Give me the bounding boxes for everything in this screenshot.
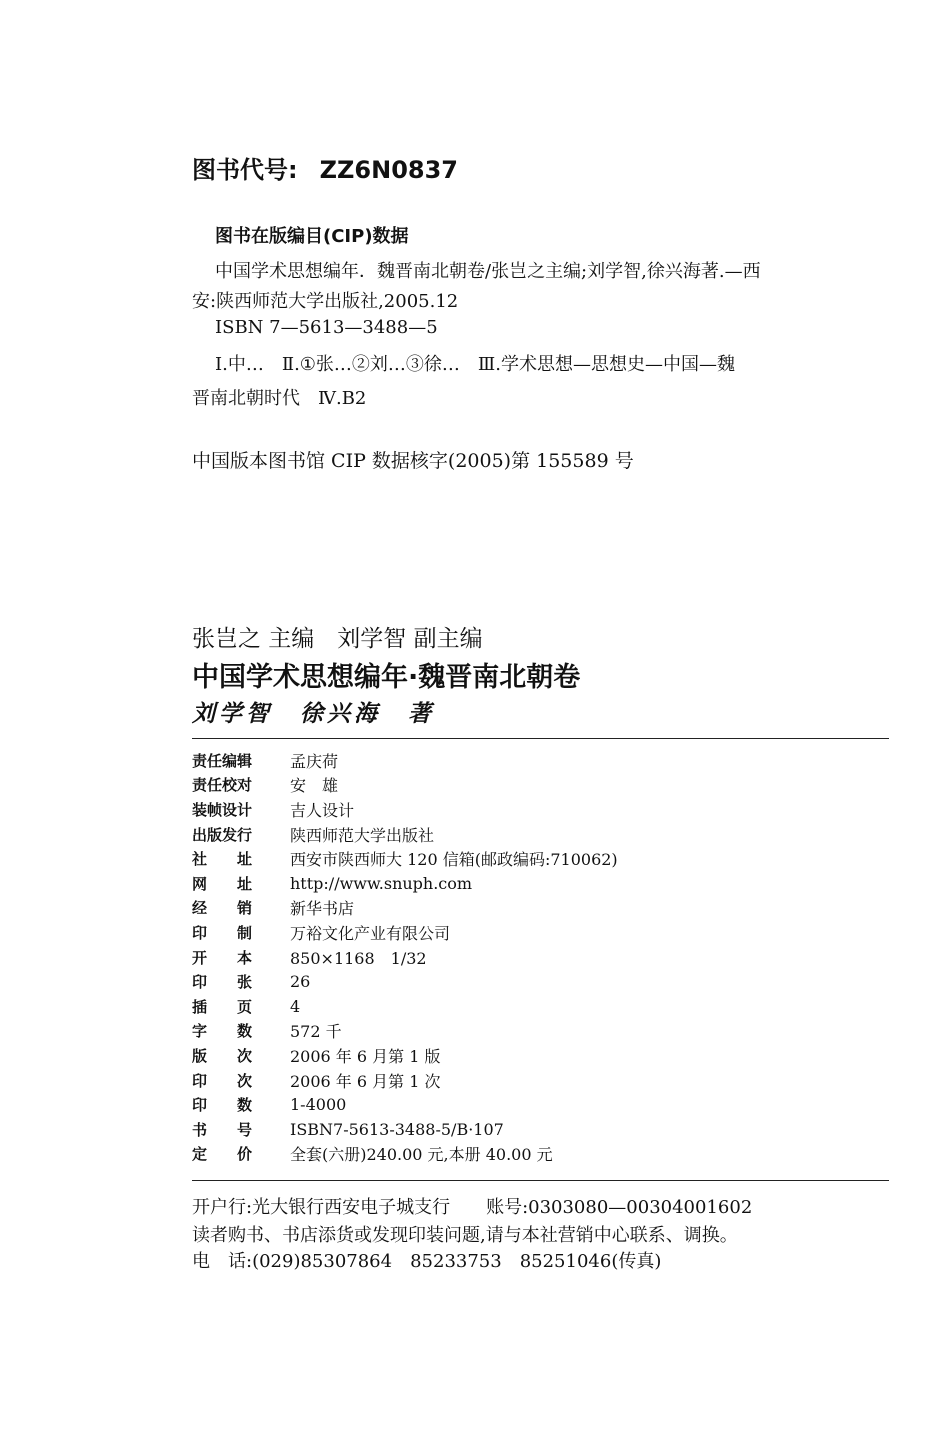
details-row: [192, 797, 889, 822]
cip-notice: 中国版本图书馆 CIP 数据核字(2005)第 155589 号: [192, 450, 634, 472]
editors-line: 张岂之 主编 刘学智 副主编: [192, 626, 483, 652]
details-value: 26: [290, 972, 311, 992]
details-row: [192, 1068, 889, 1093]
cip-line: Ⅰ.中… Ⅱ.①张…②刘…③徐… Ⅲ.学术思想—思想史—中国—魏: [215, 354, 736, 375]
cip-line: 晋南北朝时代 Ⅳ.B2: [192, 388, 367, 409]
details-row: [192, 945, 889, 970]
details-row: [192, 1019, 889, 1044]
details-label: 插 页: [192, 997, 253, 1016]
cip-line: 安:陕西师范大学出版社,2005.12: [192, 291, 459, 312]
details-value: 572 千: [290, 1022, 342, 1042]
details-label: 定 价: [192, 1145, 253, 1164]
details-table: [192, 748, 889, 1166]
details-label: 出版发行: [192, 825, 253, 844]
details-label: 印 张: [192, 973, 253, 992]
details-row: [192, 920, 889, 945]
details-value: 1-4000: [290, 1095, 347, 1115]
details-row: [192, 994, 889, 1019]
details-value: 孟庆荷: [290, 751, 339, 771]
divider: [192, 738, 889, 739]
details-value: 陕西师范大学出版社: [290, 825, 435, 845]
details-value: 安 雄: [290, 776, 339, 796]
details-value: 全套(六册)240.00 元,本册 40.00 元: [290, 1145, 553, 1165]
cip-heading: 图书在版编目(CIP)数据: [215, 226, 409, 247]
details-label: 字 数: [192, 1022, 253, 1041]
details-label: 经 销: [192, 899, 253, 918]
details-value: 2006 年 6 月第 1 次: [290, 1071, 441, 1091]
details-row: [192, 822, 889, 847]
details-label: 印 次: [192, 1071, 253, 1090]
details-row: [192, 1043, 889, 1068]
details-value: 吉人设计: [290, 800, 355, 820]
details-label: 书 号: [192, 1120, 253, 1139]
details-row: [192, 1117, 889, 1142]
details-label: 印 数: [192, 1096, 253, 1115]
details-label: 开 本: [192, 948, 253, 967]
details-label: 版 次: [192, 1046, 253, 1065]
service-notice: 读者购书、书店添货或发现印装问题,请与本社营销中心联系、调换。: [192, 1225, 738, 1246]
cip-line: ISBN 7—5613—3488—5: [215, 317, 438, 338]
book-title: 中国学术思想编年·魏晋南北朝卷: [192, 662, 581, 693]
divider: [192, 1180, 889, 1181]
details-value: 4: [290, 996, 301, 1016]
details-row: [192, 871, 889, 896]
details-value: 2006 年 6 月第 1 版: [290, 1046, 441, 1066]
details-value: 西安市陕西师大 120 信箱(邮政编码:710062): [290, 850, 618, 870]
book-code-label: 图书代号:: [192, 156, 298, 184]
book-code-value: ZZ6N0837: [319, 156, 458, 184]
details-row: [192, 748, 889, 773]
bank-account-line: 开户行:光大银行西安电子城支行 账号:0303080—00304001602: [192, 1197, 753, 1218]
details-label: 装帧设计: [192, 800, 253, 819]
details-value: 新华书店: [290, 899, 355, 919]
book-code: [192, 150, 458, 185]
cip-line: 中国学术思想编年．魏晋南北朝卷/张岂之主编;刘学智,徐兴海著.—西: [215, 261, 761, 282]
authors-line: 刘学智 徐兴海 著: [192, 700, 435, 727]
details-row: [192, 1092, 889, 1117]
details-row: [192, 1142, 889, 1167]
details-label: 责任校对: [192, 776, 253, 795]
details-value: http://www.snuph.com: [290, 873, 473, 893]
details-label: 责任编辑: [192, 751, 253, 770]
details-row: [192, 773, 889, 798]
details-value: 850×1168 1/32: [290, 948, 427, 968]
details-label: 印 制: [192, 923, 253, 942]
details-value: 万裕文化产业有限公司: [290, 923, 451, 943]
phone-line: 电 话:(029)85307864 85233753 85251046(传真): [192, 1251, 662, 1272]
details-row: [192, 969, 889, 994]
details-row: [192, 846, 889, 871]
details-label: 社 址: [192, 850, 253, 869]
details-row: [192, 896, 889, 921]
details-value: ISBN7-5613-3488-5/B·107: [290, 1119, 504, 1139]
details-label: 网 址: [192, 874, 253, 893]
